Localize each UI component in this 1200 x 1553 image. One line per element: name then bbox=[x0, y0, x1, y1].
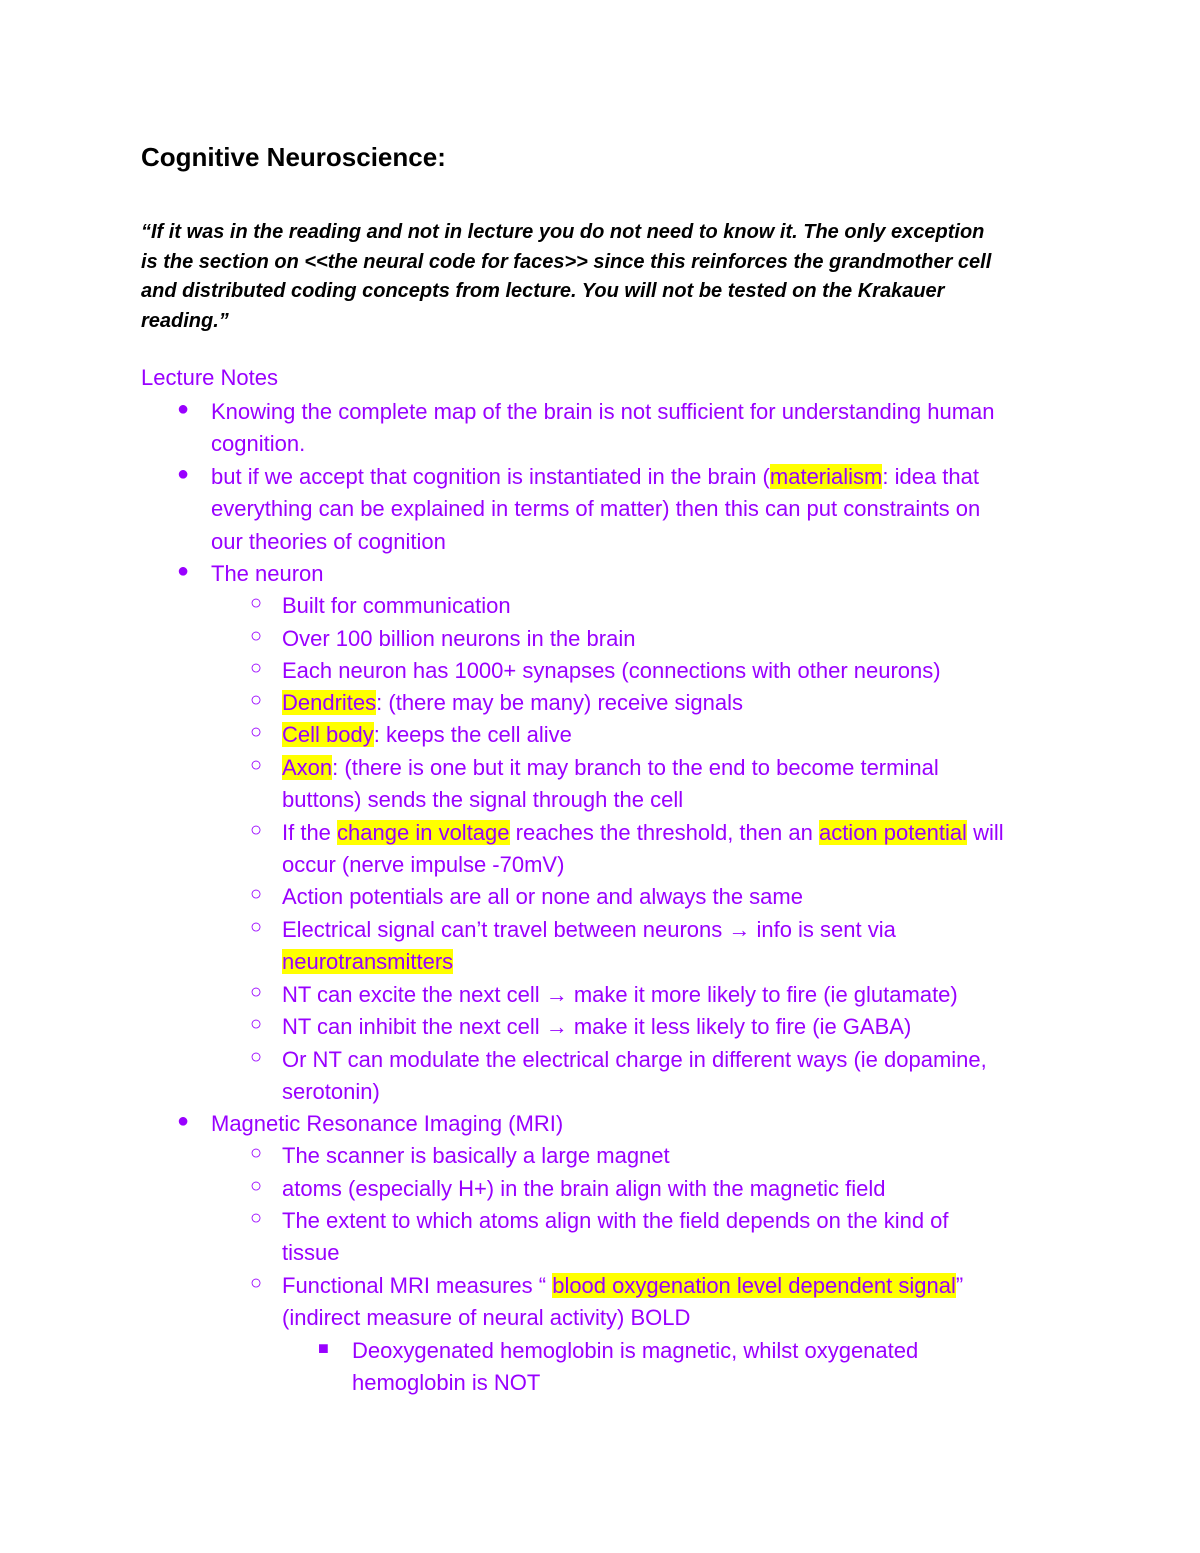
list-item: ○ NT can inhibit the next cell → make it less likely to fire (ie GABA) bbox=[250, 1013, 912, 1039]
hollow-circle-bullet-icon: ○ bbox=[250, 1046, 263, 1068]
quote-line: “If it was in the reading and not in lecture you do not need to know it. The only exception bbox=[141, 221, 985, 243]
hollow-circle-bullet-icon: ○ bbox=[250, 1013, 263, 1035]
highlighted-term: Cell body bbox=[282, 722, 374, 747]
list-item: ○ Electrical signal can’t travel between neurons → info is sent via neurotransmitters bbox=[250, 916, 896, 975]
page-title: Cognitive Neuroscience: bbox=[141, 142, 446, 172]
hollow-circle-bullet-icon: ○ bbox=[250, 754, 263, 776]
list-item: ○ atoms (especially H+) in the brain align with the magnetic field bbox=[250, 1175, 886, 1201]
list-item: ○ Action potentials are all or none and always the same bbox=[250, 883, 803, 909]
section-heading: Lecture Notes bbox=[141, 365, 278, 390]
quote-line: is the section on <<the neural code for faces>> since this reinforces the grandmother cell bbox=[141, 250, 992, 273]
hollow-circle-bullet-icon: ○ bbox=[250, 916, 263, 938]
list-item: ○ Over 100 billion neurons in the brain bbox=[250, 625, 636, 651]
filled-circle-bullet-icon: ● bbox=[177, 463, 190, 485]
filled-circle-bullet-icon: ● bbox=[177, 560, 190, 582]
hollow-circle-bullet-icon: ○ bbox=[250, 1142, 263, 1164]
quote-line: reading.” bbox=[141, 309, 229, 332]
highlighted-term: Axon bbox=[282, 755, 333, 780]
list-item: ○ Axon: (there is one but it may branch to the end to become terminal buttons) sends the signal through the cell bbox=[250, 754, 939, 813]
list-item: ● Knowing the complete map of the brain is not sufficient for understanding human cognition. bbox=[177, 398, 995, 457]
hollow-circle-bullet-icon: ○ bbox=[250, 1272, 263, 1294]
hollow-circle-bullet-icon: ○ bbox=[250, 883, 263, 905]
list-item: ○ Or NT can modulate the electrical charge in different ways (ie dopamine, serotonin) bbox=[250, 1046, 987, 1105]
hollow-circle-bullet-icon: ○ bbox=[250, 657, 263, 679]
list-item: ○ Each neuron has 1000+ synapses (connections with other neurons) bbox=[250, 657, 941, 683]
list-item: ○ Cell body: keeps the cell alive bbox=[250, 721, 572, 747]
filled-circle-bullet-icon: ● bbox=[177, 1110, 190, 1132]
list-item: ● Magnetic Resonance Imaging (MRI) bbox=[177, 1110, 564, 1136]
highlighted-term: Dendrites bbox=[282, 690, 377, 715]
hollow-circle-bullet-icon: ○ bbox=[250, 819, 263, 841]
list-item: ● The neuron bbox=[177, 560, 324, 586]
hollow-circle-bullet-icon: ○ bbox=[250, 1175, 263, 1197]
highlighted-term: materialism bbox=[769, 464, 883, 489]
hollow-circle-bullet-icon: ○ bbox=[250, 689, 263, 711]
highlighted-term: blood oxygenation level dependent signal bbox=[552, 1273, 956, 1298]
list-item: ○ The scanner is basically a large magnet bbox=[250, 1142, 670, 1168]
filled-square-bullet-icon: ■ bbox=[318, 1338, 329, 1358]
highlighted-term: change in voltage bbox=[337, 820, 510, 845]
list-item: ● but if we accept that cognition is instantiated in the brain (materialism: idea that everything can be explained in terms of matter) then this can put constraints on our theories of cognition bbox=[177, 463, 981, 554]
instructor-quote bbox=[141, 218, 1081, 336]
list-item: ○ The extent to which atoms align with the field depends on the kind of tissue bbox=[250, 1207, 949, 1266]
hollow-circle-bullet-icon: ○ bbox=[250, 721, 263, 743]
list-item: ○ If the change in voltage reaches the threshold, then an action potential will occur (nerve impulse -70mV) bbox=[250, 819, 1004, 878]
highlighted-term: neurotransmitters bbox=[282, 949, 454, 975]
quote-line: and distributed coding concepts from lecture. You will not be tested on the Krakauer bbox=[141, 280, 945, 302]
list-item: ○ Functional MRI measures “ blood oxygenation level dependent signal” (indirect measure of neural activity) BOLD bbox=[250, 1272, 964, 1331]
hollow-circle-bullet-icon: ○ bbox=[250, 625, 263, 647]
list-item: ○ NT can excite the next cell → make it more likely to fire (ie glutamate) bbox=[250, 981, 958, 1007]
list-item: ○ Built for communication bbox=[250, 592, 511, 618]
hollow-circle-bullet-icon: ○ bbox=[250, 981, 263, 1003]
hollow-circle-bullet-icon: ○ bbox=[250, 592, 263, 614]
filled-circle-bullet-icon: ● bbox=[177, 398, 190, 420]
highlighted-term: action potential bbox=[818, 820, 967, 845]
list-item: ■ Deoxygenated hemoglobin is magnetic, whilst oxygenated hemoglobin is NOT bbox=[318, 1338, 919, 1396]
hollow-circle-bullet-icon: ○ bbox=[250, 1207, 263, 1229]
list-item: ○ Dendrites: (there may be many) receive signals bbox=[250, 689, 743, 715]
